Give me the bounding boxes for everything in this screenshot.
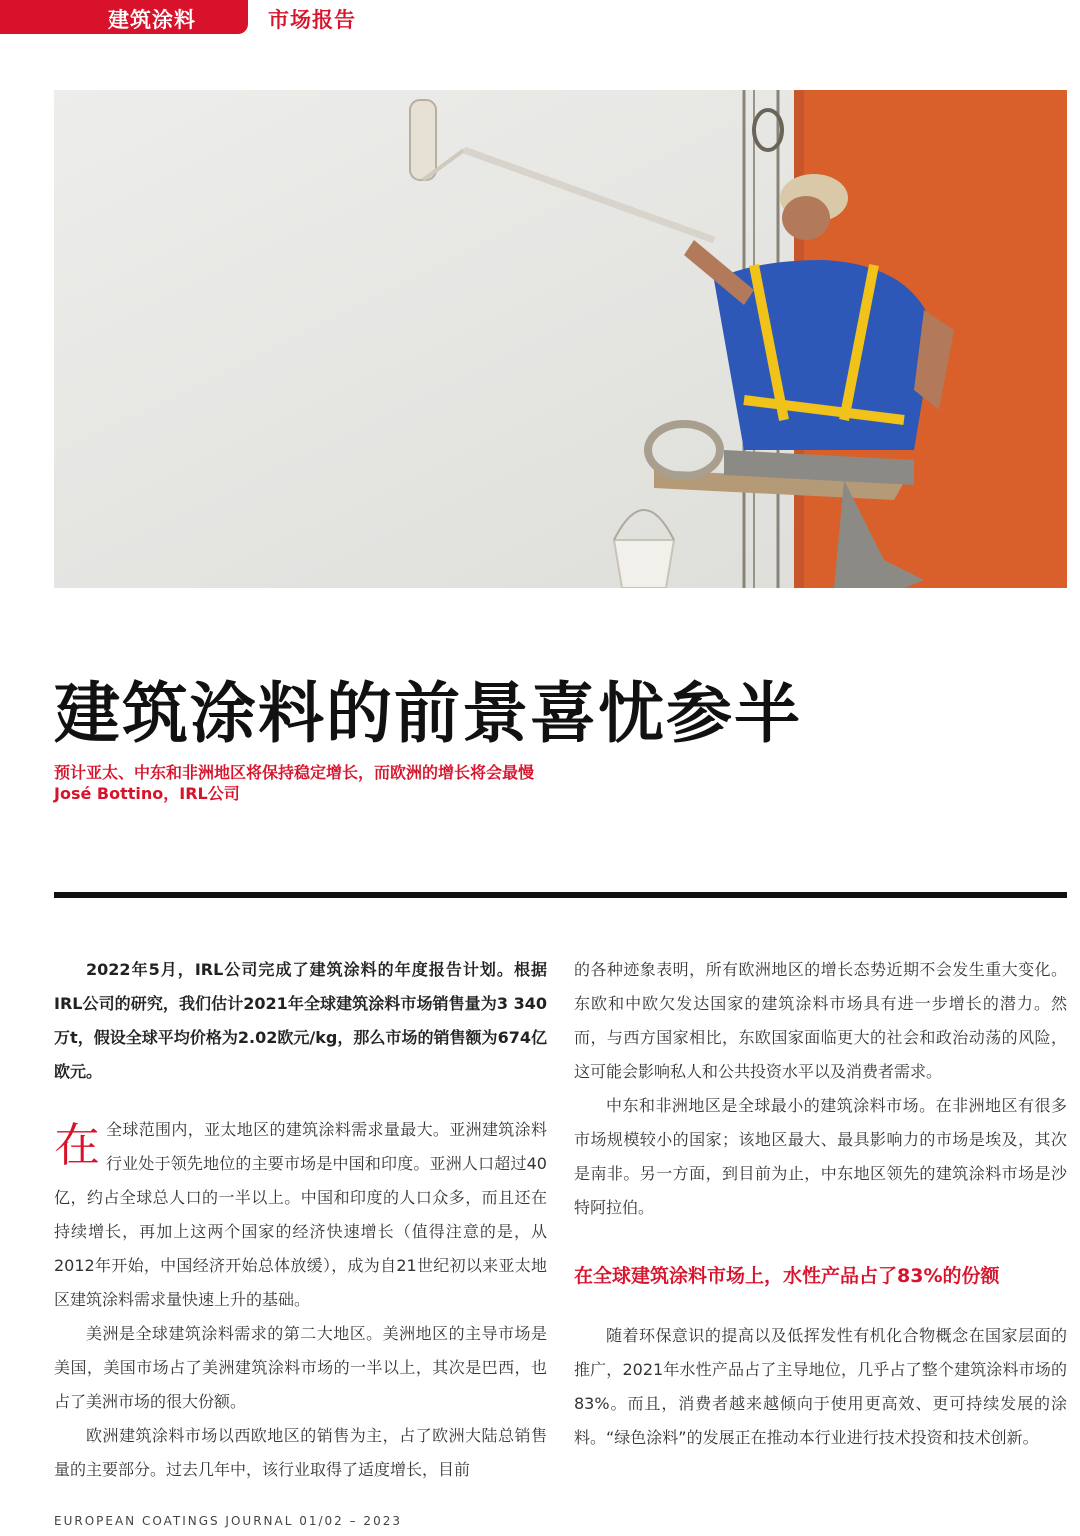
hero-photo — [54, 90, 1067, 588]
header-category-tab — [0, 0, 248, 34]
article-title: 建筑涂料的前景喜忧参半 — [54, 675, 802, 752]
paragraph-europe: 欧洲建筑涂料市场以西欧地区的销售为主，占了欧洲大陆总销售量的主要部分。过去几年中，该行业取得了适度增长，目前 — [54, 1426, 547, 1479]
paint-roller — [410, 100, 436, 180]
section-heading: 在全球建筑涂料市场上，水性产品占了83%的份额 — [574, 1265, 1000, 1287]
paragraph-mea: 中东和非洲地区是全球最小的建筑涂料市场。在非洲地区有很多市场规模较小的国家；该地区最大、最具影响力的市场是埃及，其次是南非。另一方面，到目前为止，中东地区领先的建筑涂料市场是沙特阿拉伯。 — [574, 1096, 1067, 1217]
paragraph-waterborne: 随着环保意识的提高以及低挥发性有机化合物概念在国家层面的推广，2021年水性产品占了主导地位，几乎占了整个建筑涂料市场的83%。而且，消费者越来越倾向于使用更高效、更可持续发展的涂料。“绿色涂料”的发展正在推动本行业进行技术投资和技术创新。 — [574, 1326, 1067, 1447]
column-left — [54, 953, 547, 1487]
divider-rule — [54, 892, 1067, 898]
article-author: José Bottino，IRL公司 — [54, 784, 240, 803]
column-right — [574, 953, 1067, 1455]
header-section: 市场报告 — [268, 8, 356, 32]
paragraph-europe-continued: 的各种迹象表明，所有欧洲地区的增长态势近期不会发生重大变化。东欧和中欧欠发达国家的建筑涂料市场具有进一步增长的潜力。然而，与西方国家相比，东欧国家面临更大的社会和政治动荡的风险，这可能会影响私人和公共投资水平以及消费者需求。 — [574, 960, 1067, 1081]
journal-footer: EUROPEAN COATINGS JOURNAL 01/02 – 2023 — [54, 1514, 402, 1528]
lead-paragraph: 2022年5月，IRL公司完成了建筑涂料的年度报告计划。根据IRL公司的研究，我们估计2021年全球建筑涂料市场销售量为3 340万t，假设全球平均价格为2.02欧元/kg，那么市场的销售额为674亿欧元。 — [54, 960, 547, 1081]
painter-illustration — [54, 90, 1067, 588]
paragraph-americas: 美洲是全球建筑涂料需求的第二大地区。美洲地区的主导市场是美国，美国市场占了美洲建筑涂料市场的一半以上，其次是巴西，也占了美洲市场的很大份额。 — [54, 1324, 547, 1411]
dropcap: 在 — [54, 1118, 100, 1172]
header-category: 建筑涂料 — [108, 8, 196, 32]
paragraph-asia — [54, 1113, 547, 1317]
article-subtitle: 预计亚太、中东和非洲地区将保持稳定增长，而欧洲的增长将会最慢 — [54, 763, 535, 782]
paint-bucket — [614, 540, 674, 588]
paragraph-asia-text: 全球范围内，亚太地区的建筑涂料需求量最大。亚洲建筑涂料行业处于领先地位的主要市场是中国和印度。亚洲人口超过40亿，约占全球总人口的一半以上。中国和印度的人口众多，而且还在持续增长，再加上这两个国家的经济快速增长（值得注意的是，从2012年开始，中国经济开始总体放缓），成为自21世纪初以来亚太地区建筑涂料需求量快速上升的基础。 — [54, 1120, 547, 1309]
